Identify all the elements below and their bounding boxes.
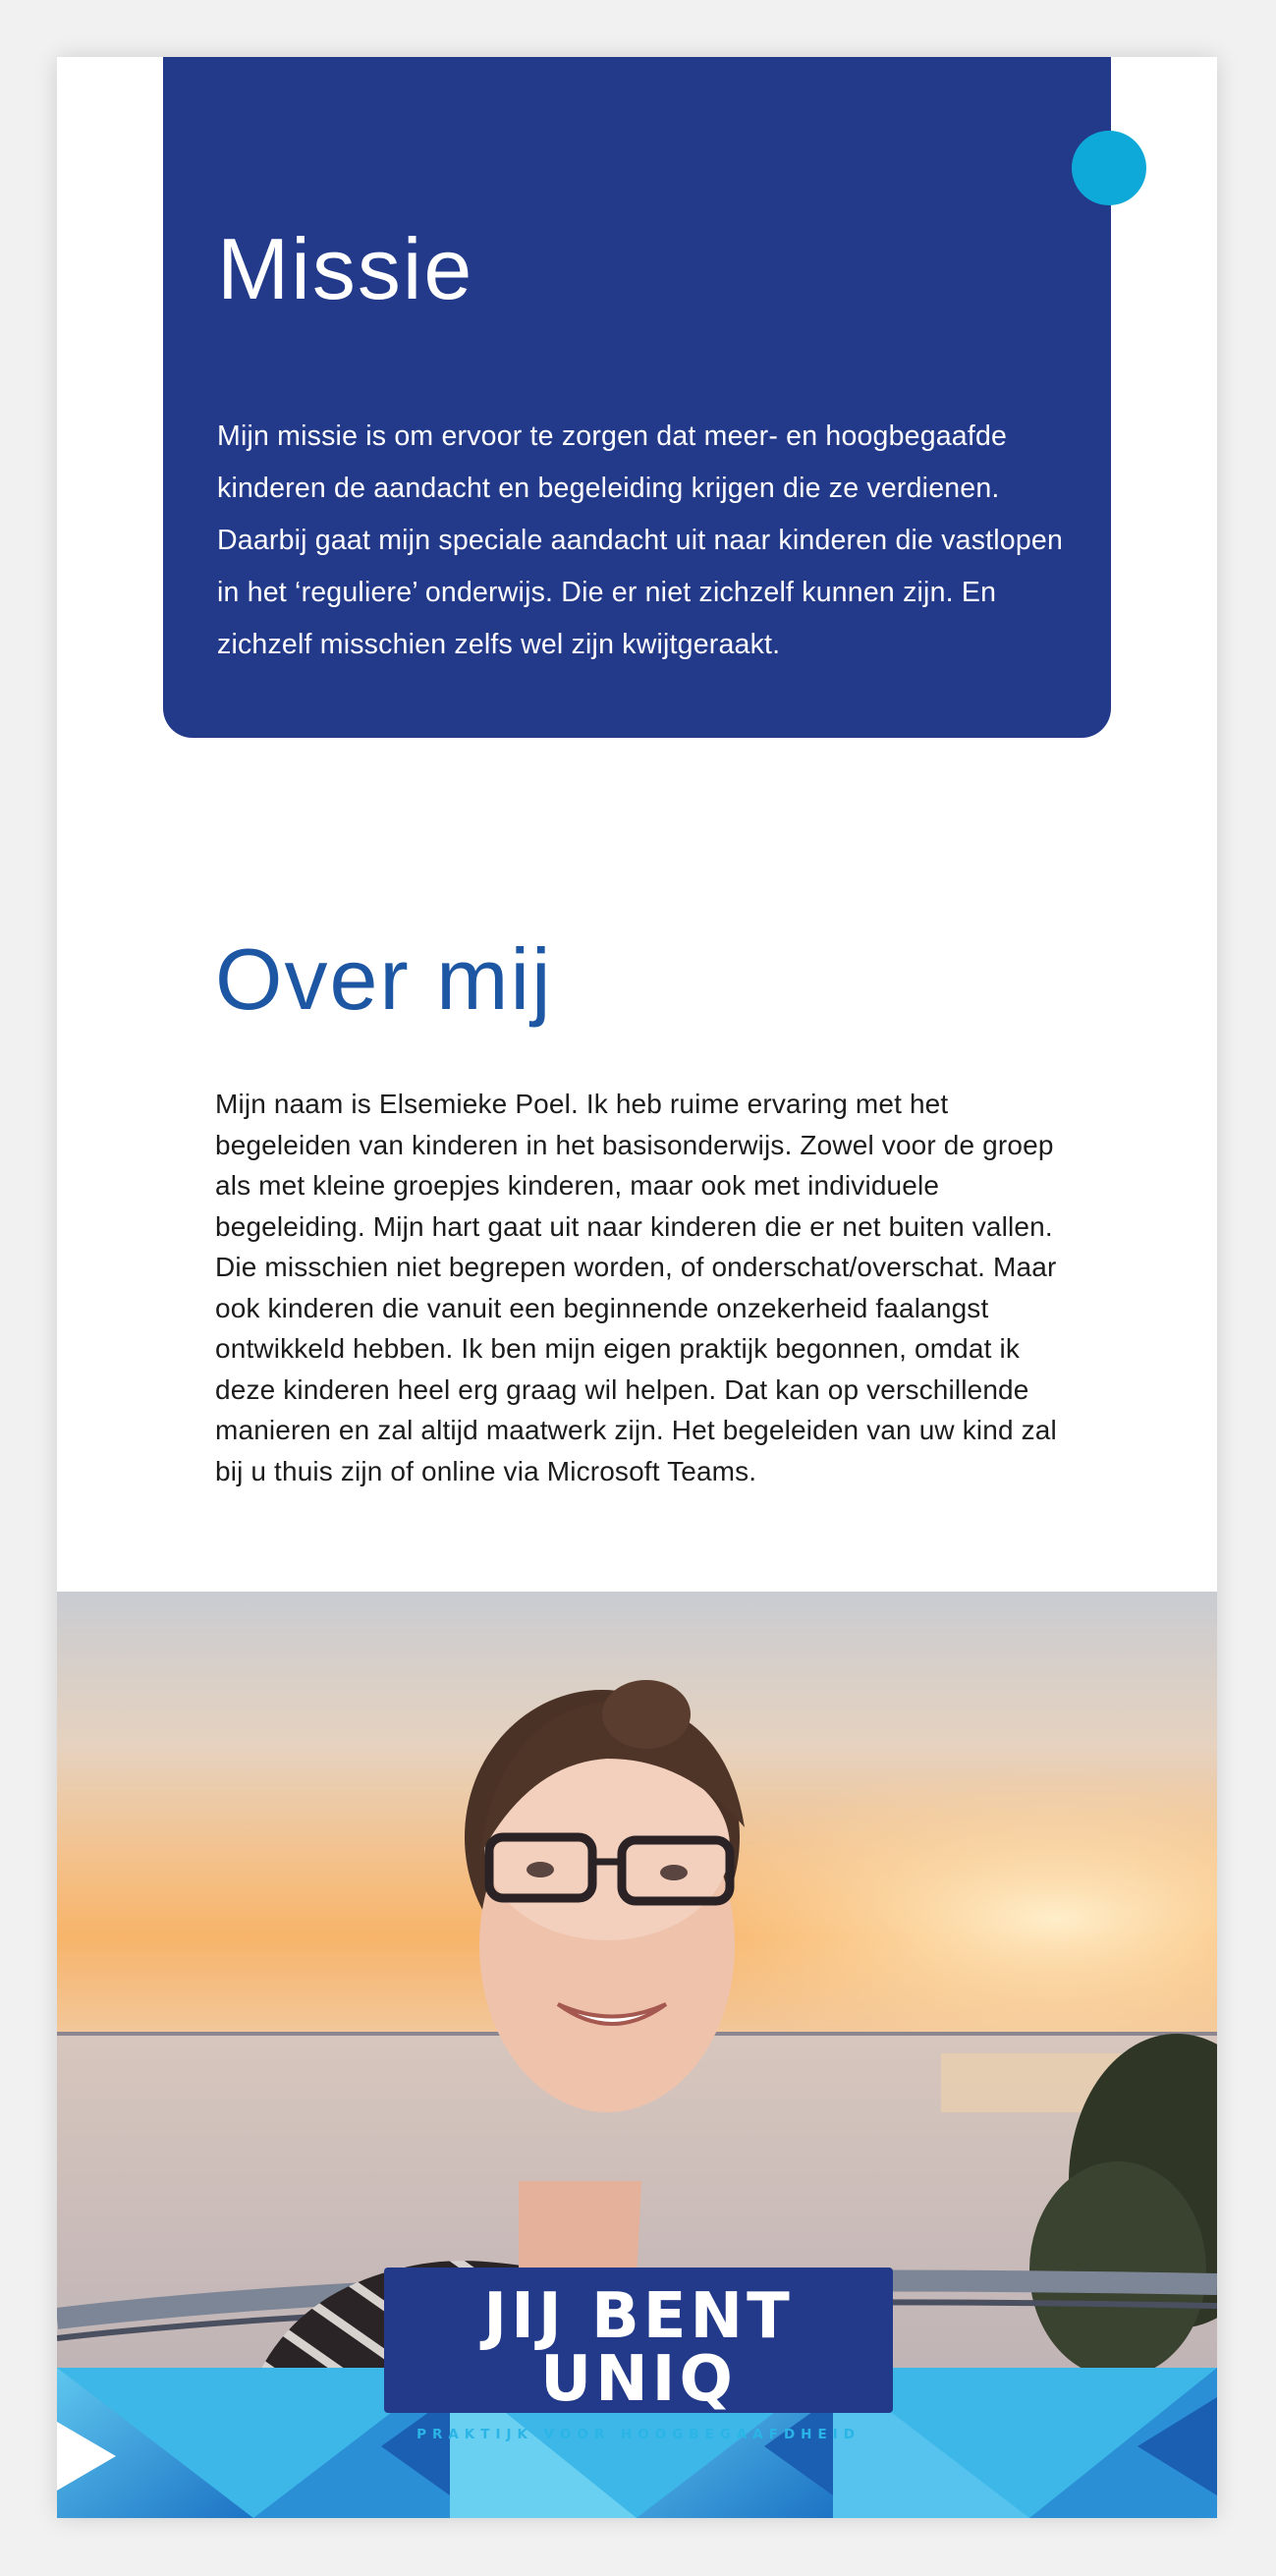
over-mij-text: Mijn naam is Elsemieke Poel. Ik heb ruime ervaring met het begeleiden van kinderen in het basisonderwijs. Zowel voor de groep als met kleine groepjes kinderen, maar ook met individuele begeleiding. Mijn hart gaat uit naar kinderen die er net buiten vallen. Die misschien niet begrepen worden, of onderschat/overschat. Maar ook kinderen die vanuit een beginnende onzekerheid faalangst ontwikkeld hebben. Ik ben mijn eigen praktijk begonnen, omdat ik deze kinderen heel erg graag wil helpen. Dat kan op verschillende manieren en zal altijd maatwerk zijn. Het begeleiden van uw kind zal bij u thuis zijn of online via Microsoft Teams. [215, 1089, 1057, 1486]
brochure-page [57, 57, 1217, 2518]
logo-name: JIJ BENT UNIQ [483, 2280, 794, 2416]
missie-text: Mijn missie is om ervoor te zorgen dat meer- en hoogbegaafde kinderen de aandacht en begeleiding krijgen die ze verdienen. Daarbij gaat mijn speciale aandacht uit naar kinderen die vastlopen in het ‘reguliere’ onderwijs. Die er niet zichzelf kunnen zijn. En zichzelf misschien zelfs wel zijn kwijtgeraakt. [217, 420, 1064, 660]
over-mij-title: Over mij [215, 930, 553, 1028]
logo-tagline: PRAKTIJK VOOR HOOGBEGAAFDHEID [416, 2427, 860, 2442]
brand-logo [384, 2268, 893, 2442]
missie-title: Missie [217, 220, 474, 317]
accent-dot [1072, 131, 1146, 205]
